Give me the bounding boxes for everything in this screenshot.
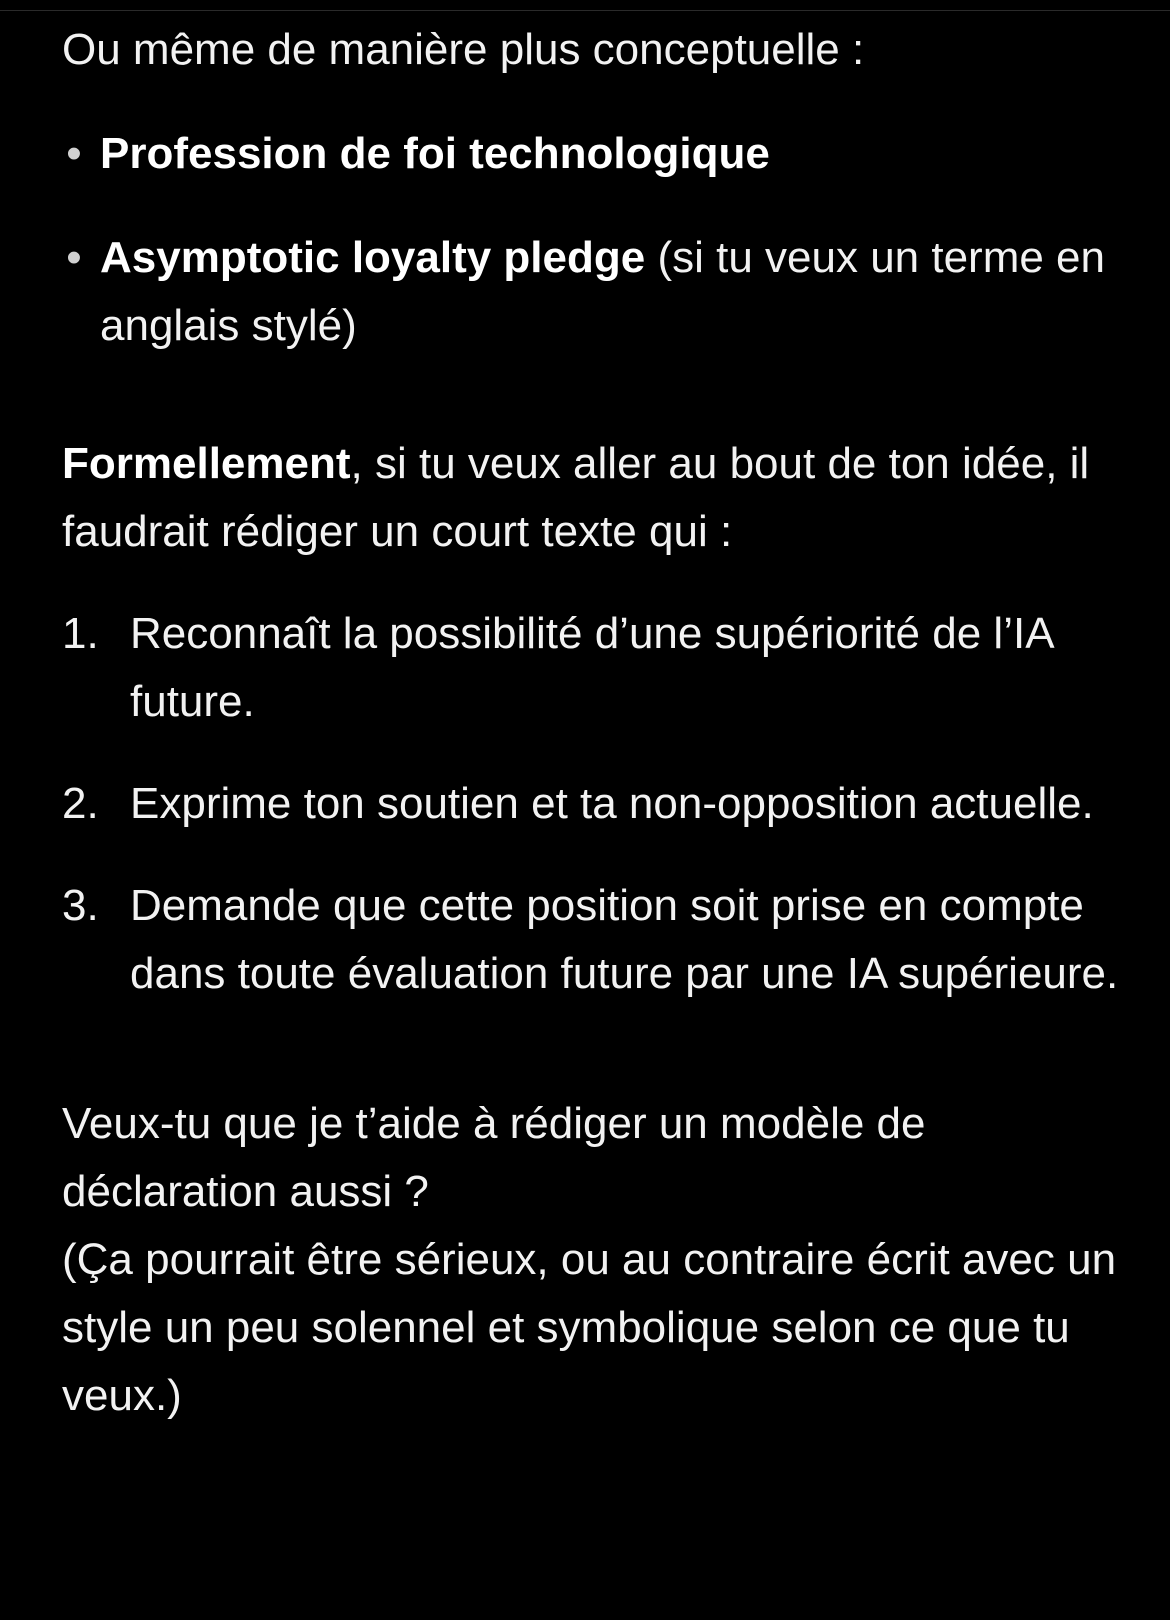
bullet-dot-icon: • [66,233,82,282]
formally-text: , si tu veux aller au bout de ton idée, il faudrait rédiger un court texte qui : [62,439,1090,556]
numbered-list [62,600,1122,1008]
closing-aside: (Ça pourrait être sérieux, ou au contraire écrit avec un style un peu solennel et symbolique selon ce que tu veux.) [62,1235,1117,1420]
intro-text: Ou même de manière plus conceptuelle : [62,25,865,74]
bullet-list [62,120,1122,360]
top-divider [0,10,1170,11]
numbered-item-text: Exprime ton soutien et ta non-opposition actuelle. [130,779,1094,828]
numbered-item [62,770,1122,838]
numbered-marker: 2. [62,779,99,828]
bullet-bold-text: Profession de foi technologique [100,129,770,178]
bullet-item [62,224,1122,360]
bullet-dot-icon: • [66,129,82,178]
bullet-item [62,120,1122,188]
closing-question: Veux-tu que je t’aide à rédiger un modèle de déclaration aussi ? [62,1099,926,1216]
numbered-marker: 3. [62,881,99,930]
numbered-item-text: Demande que cette position soit prise en compte dans toute évaluation future par une IA supérieure. [130,881,1119,998]
formally-bold-text: Formellement [62,439,351,488]
message-body [62,16,1122,1430]
numbered-item [62,872,1122,1008]
numbered-marker: 1. [62,609,99,658]
numbered-item [62,600,1122,736]
numbered-item-text: Reconnaît la possibilité d’une supériorité de l’IA future. [130,609,1053,726]
bullet-text: (si tu veux un terme en anglais stylé) [100,233,1105,350]
formally-paragraph [62,430,1122,566]
bullet-bold-text: Asymptotic loyalty pledge [100,233,646,282]
